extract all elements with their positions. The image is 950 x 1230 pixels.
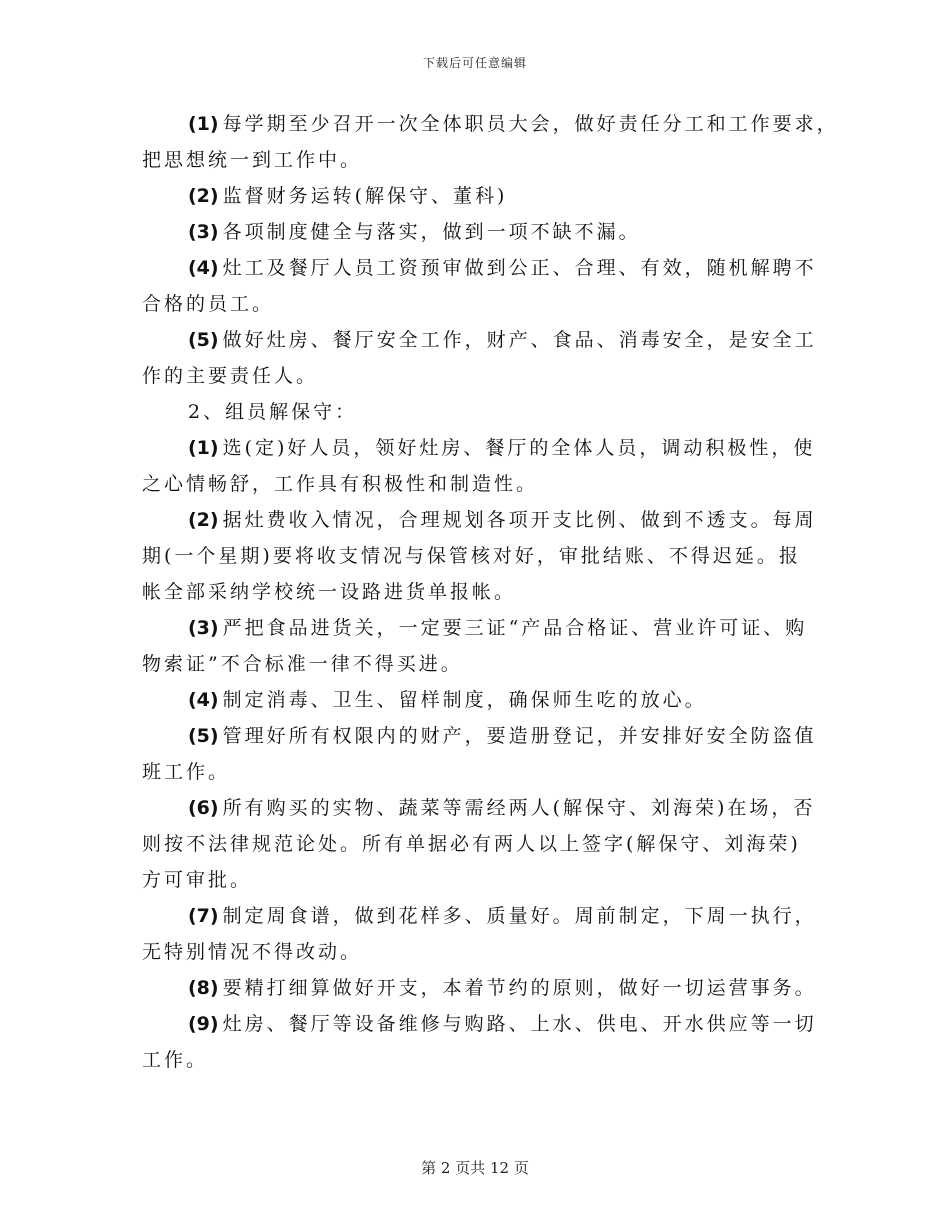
item-number: (5) bbox=[188, 725, 219, 747]
line-text: 物索证”不合标准一律不得买进。 bbox=[142, 653, 463, 675]
line-text: 帐全部采纳学校统一设路进货单报帐。 bbox=[142, 581, 517, 603]
paragraph bbox=[142, 106, 839, 178]
paragraph bbox=[142, 214, 822, 250]
paragraph bbox=[142, 430, 822, 502]
line-text: 管理好所有权限内的财产，要造册登记，并安排好安全防盗值 bbox=[222, 725, 817, 747]
item-number: (6) bbox=[188, 797, 219, 819]
paragraph-line bbox=[142, 322, 822, 358]
paragraph-line bbox=[142, 214, 822, 250]
item-number: (4) bbox=[188, 689, 219, 711]
paragraph bbox=[142, 898, 822, 970]
paragraph-line bbox=[142, 682, 822, 718]
paragraph-line bbox=[142, 1006, 822, 1042]
paragraph-line bbox=[142, 358, 822, 394]
paragraph bbox=[142, 682, 822, 718]
paragraph bbox=[142, 502, 822, 610]
item-number: (7) bbox=[188, 905, 219, 927]
paragraph bbox=[142, 178, 822, 214]
paragraph-line bbox=[142, 862, 822, 898]
paragraph bbox=[142, 718, 822, 790]
paragraph-line bbox=[142, 646, 822, 682]
item-number: (5) bbox=[188, 329, 219, 351]
document-body bbox=[142, 106, 839, 1078]
paragraph-line bbox=[142, 970, 822, 1006]
line-text: 则按不法律规范论处。所有单据必有两人以上签字(解保守、刘海荣) bbox=[142, 833, 801, 855]
paragraph bbox=[142, 610, 822, 682]
paragraph-line bbox=[142, 430, 822, 466]
paragraph-line bbox=[142, 286, 822, 322]
line-text: 要精打细算做好开支，本着节约的原则，做好一切运营事务。 bbox=[222, 977, 817, 999]
paragraph-line bbox=[142, 394, 822, 430]
line-text: 灶工及餐厅人员工资预审做到公正、合理、有效，随机解聘不 bbox=[222, 257, 817, 279]
paragraph-line bbox=[142, 502, 822, 538]
line-text: 工作。 bbox=[142, 1049, 209, 1071]
paragraph-line bbox=[142, 826, 822, 862]
paragraph-line bbox=[142, 718, 822, 754]
line-text: 选(定)好人员，领好灶房、餐厅的全体人员，调动积极性，使 bbox=[222, 437, 816, 459]
paragraph-line bbox=[142, 610, 822, 646]
line-text: 方可审批。 bbox=[142, 869, 253, 891]
line-text: 各项制度健全与落实，做到一项不缺不漏。 bbox=[222, 221, 641, 243]
line-text: 2、组员解保守： bbox=[188, 401, 358, 423]
line-text: 把思想统一到工作中。 bbox=[142, 149, 363, 171]
paragraph-line bbox=[142, 106, 839, 142]
page-header: 下载后可任意编辑 bbox=[422, 56, 527, 70]
line-text: 制定周食谱，做到花样多、质量好。周前制定，下周一执行， bbox=[222, 905, 817, 927]
line-text: 所有购买的实物、蔬菜等需经两人(解保守、刘海荣)在场，否 bbox=[222, 797, 816, 819]
paragraph-line bbox=[142, 142, 822, 178]
paragraph bbox=[142, 970, 822, 1006]
item-number: (8) bbox=[188, 977, 219, 999]
paragraph-line bbox=[142, 466, 822, 502]
item-number: (9) bbox=[188, 1013, 219, 1035]
line-text: 无特别情况不得改动。 bbox=[142, 941, 363, 963]
paragraph-line bbox=[142, 754, 822, 790]
paragraph-line bbox=[142, 934, 822, 970]
item-number: (2) bbox=[188, 185, 219, 207]
paragraph-line bbox=[142, 790, 822, 826]
paragraph bbox=[142, 322, 822, 394]
page-footer: 第 2 页共 12 页 bbox=[421, 1159, 529, 1177]
paragraph bbox=[142, 250, 822, 322]
line-text: 之心情畅舒，工作具有积极性和制造性。 bbox=[142, 473, 539, 495]
line-text: 期(一个星期)要将收支情况与保管核对好，审批结账、不得迟延。报 bbox=[142, 545, 801, 567]
line-text: 灶房、餐厅等设备维修与购路、上水、供电、开水供应等一切 bbox=[222, 1013, 817, 1035]
paragraph-line bbox=[142, 898, 822, 934]
line-text: 合格的员工。 bbox=[142, 293, 275, 315]
item-number: (4) bbox=[188, 257, 219, 279]
item-number: (3) bbox=[188, 221, 219, 243]
paragraph-line bbox=[142, 538, 822, 574]
paragraph-line bbox=[142, 178, 822, 214]
paragraph bbox=[142, 790, 822, 898]
paragraph bbox=[142, 394, 822, 430]
line-text: 制定消毒、卫生、留样制度，确保师生吃的放心。 bbox=[222, 689, 707, 711]
line-text: 据灶费收入情况，合理规划各项开支比例、做到不透支。每周 bbox=[222, 509, 817, 531]
line-text: 严把食品进货关，一定要三证“产品合格证、营业许可证、购 bbox=[222, 617, 808, 639]
paragraph bbox=[142, 1006, 822, 1078]
paragraph-line bbox=[142, 1042, 822, 1078]
line-text: 作的主要责任人。 bbox=[142, 365, 319, 387]
item-number: (1) bbox=[188, 113, 219, 135]
line-text: 班工作。 bbox=[142, 761, 231, 783]
line-text: 每学期至少召开一次全体职员大会，做好责任分工和工作要求， bbox=[222, 113, 839, 135]
item-number: (3) bbox=[188, 617, 219, 639]
paragraph-line bbox=[142, 250, 822, 286]
paragraph-line bbox=[142, 574, 822, 610]
line-text: 监督财务运转(解保守、董科) bbox=[222, 185, 508, 207]
item-number: (2) bbox=[188, 509, 219, 531]
line-text: 做好灶房、餐厅安全工作，财产、食品、消毒安全，是安全工 bbox=[222, 329, 817, 351]
item-number: (1) bbox=[188, 437, 219, 459]
